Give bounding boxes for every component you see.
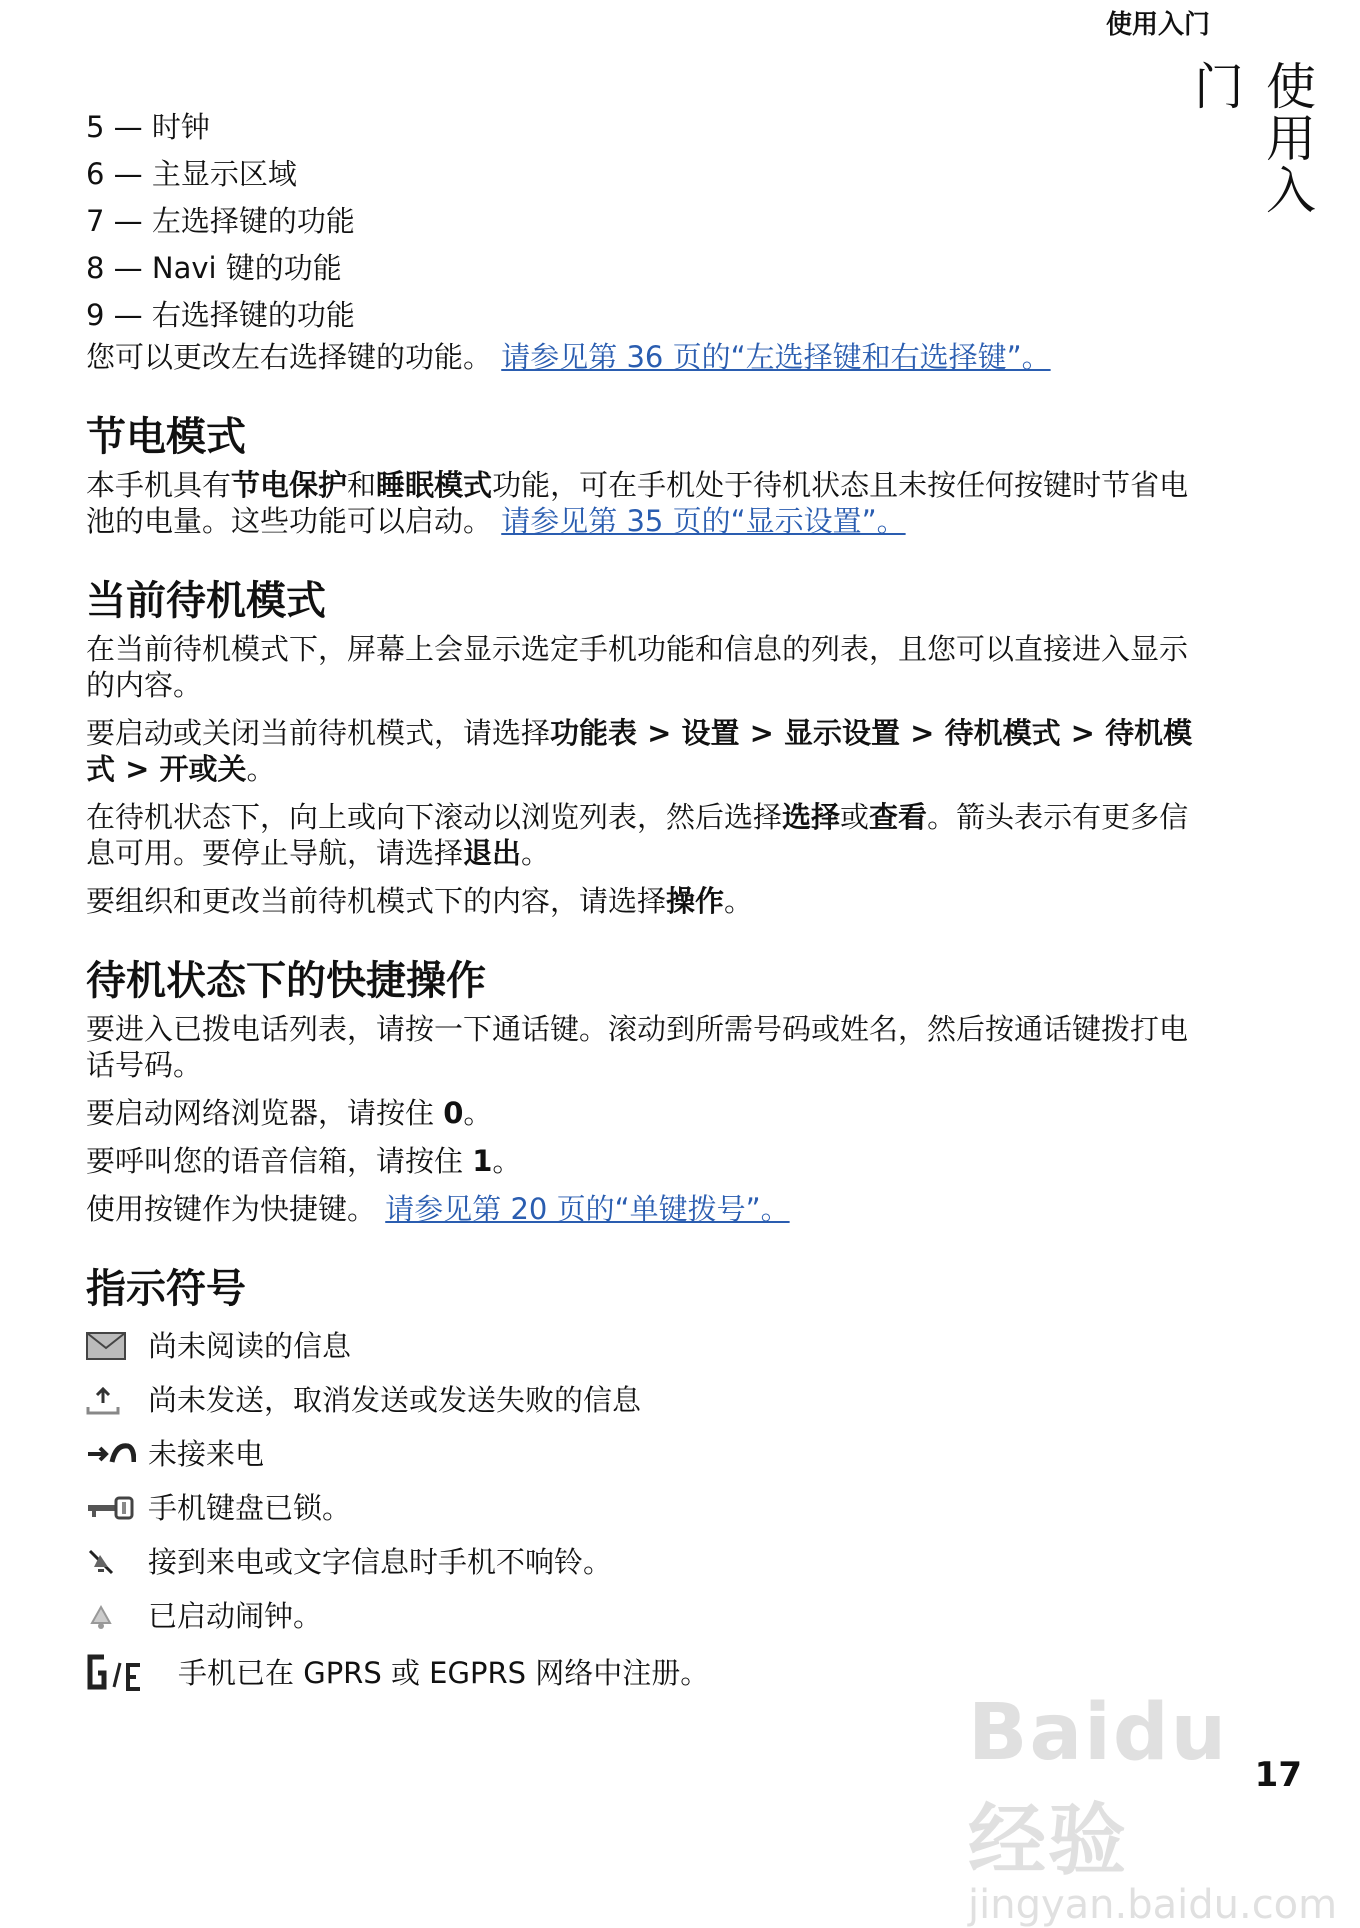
list-item: 手机已在 GPRS 或 EGPRS 网络中注册。	[86, 1643, 1216, 1703]
list-item: 9 — 右选择键的功能	[86, 298, 355, 332]
page-number: 17	[1254, 1755, 1302, 1795]
key-lock-icon	[86, 1488, 138, 1528]
active-standby-p4: 要组织和更改当前待机模式下的内容，请选择操作。	[86, 884, 754, 918]
section-side-tab: 使用入门	[1186, 60, 1316, 216]
outbox-icon	[86, 1380, 138, 1420]
shortcuts-p3: 要呼叫您的语音信箱，请按住 1。	[86, 1144, 522, 1178]
list-item: 尚未发送，取消发送或发送失败的信息	[86, 1373, 1216, 1427]
watermark-logo: Baidu经验 jingyan.baidu.com	[968, 1688, 1338, 1928]
active-standby-p1: 在当前待机模式下，屏幕上会显示选定手机功能和信息的列表，且您可以直接进入显示的内容。	[86, 632, 1189, 702]
list-item: 7 — 左选择键的功能	[86, 204, 355, 238]
heading-shortcuts: 待机状态下的快捷操作	[86, 958, 486, 1004]
callout-list	[86, 104, 1216, 339]
gprs-icon	[86, 1653, 168, 1693]
shortcuts-p4: 使用按键作为快捷键。 请参见第 20 页的“单键拨号”。	[86, 1192, 790, 1226]
shortcuts-p2: 要启动网络浏览器，请按住 0。	[86, 1096, 493, 1130]
list-item: 已启动闹钟。	[86, 1589, 1216, 1643]
link-speed-dial[interactable]: 请参见第 20 页的“单键拨号”。	[385, 1192, 790, 1226]
list-item: 手机键盘已锁。	[86, 1481, 1216, 1535]
link-selection-keys[interactable]: 请参见第 36 页的“左选择键和右选择键”。	[501, 340, 1051, 374]
envelope-icon	[86, 1326, 138, 1366]
heading-power-save: 节电模式	[86, 414, 246, 460]
power-save-paragraph: 本手机具有节电保护和睡眠模式功能，可在手机处于待机状态且未按任何按键时节省电池的电量。这些功能可以启动。 请参见第 35 页的“显示设置”。	[86, 468, 1189, 538]
intro-paragraph: 您可以更改左右选择键的功能。 请参见第 36 页的“左选择键和右选择键”。	[86, 340, 1051, 374]
list-item: 5 — 时钟	[86, 110, 210, 144]
heading-active-standby: 当前待机模式	[86, 578, 326, 624]
running-header: 使用入门	[1105, 10, 1210, 40]
page-content	[86, 104, 1216, 1703]
list-item: 尚未阅读的信息	[86, 1319, 1216, 1373]
silent-icon	[86, 1542, 138, 1582]
active-standby-p3: 在待机状态下，向上或向下滚动以浏览列表，然后选择选择或查看。箭头表示有更多信息可用。要停止导航，请选择退出。	[86, 800, 1189, 870]
heading-indicators: 指示符号	[86, 1266, 246, 1312]
list-item: 接到来电或文字信息时手机不响铃。	[86, 1535, 1216, 1589]
active-standby-p2: 要启动或关闭当前待机模式，请选择功能表 > 设置 > 显示设置 > 待机模式 > 待机模式 > 开或关。	[86, 716, 1193, 786]
list-item: 未接来电	[86, 1427, 1216, 1481]
indicator-list	[86, 1319, 1216, 1703]
list-item: 6 — 主显示区域	[86, 157, 297, 191]
missed-call-icon	[86, 1434, 138, 1474]
alarm-icon	[86, 1596, 138, 1636]
shortcuts-p1: 要进入已拨电话列表，请按一下通话键。滚动到所需号码或姓名，然后按通话键拨打电话号码。	[86, 1012, 1189, 1082]
list-item: 8 — Navi 键的功能	[86, 251, 342, 285]
link-display-settings[interactable]: 请参见第 35 页的“显示设置”。	[501, 504, 906, 538]
